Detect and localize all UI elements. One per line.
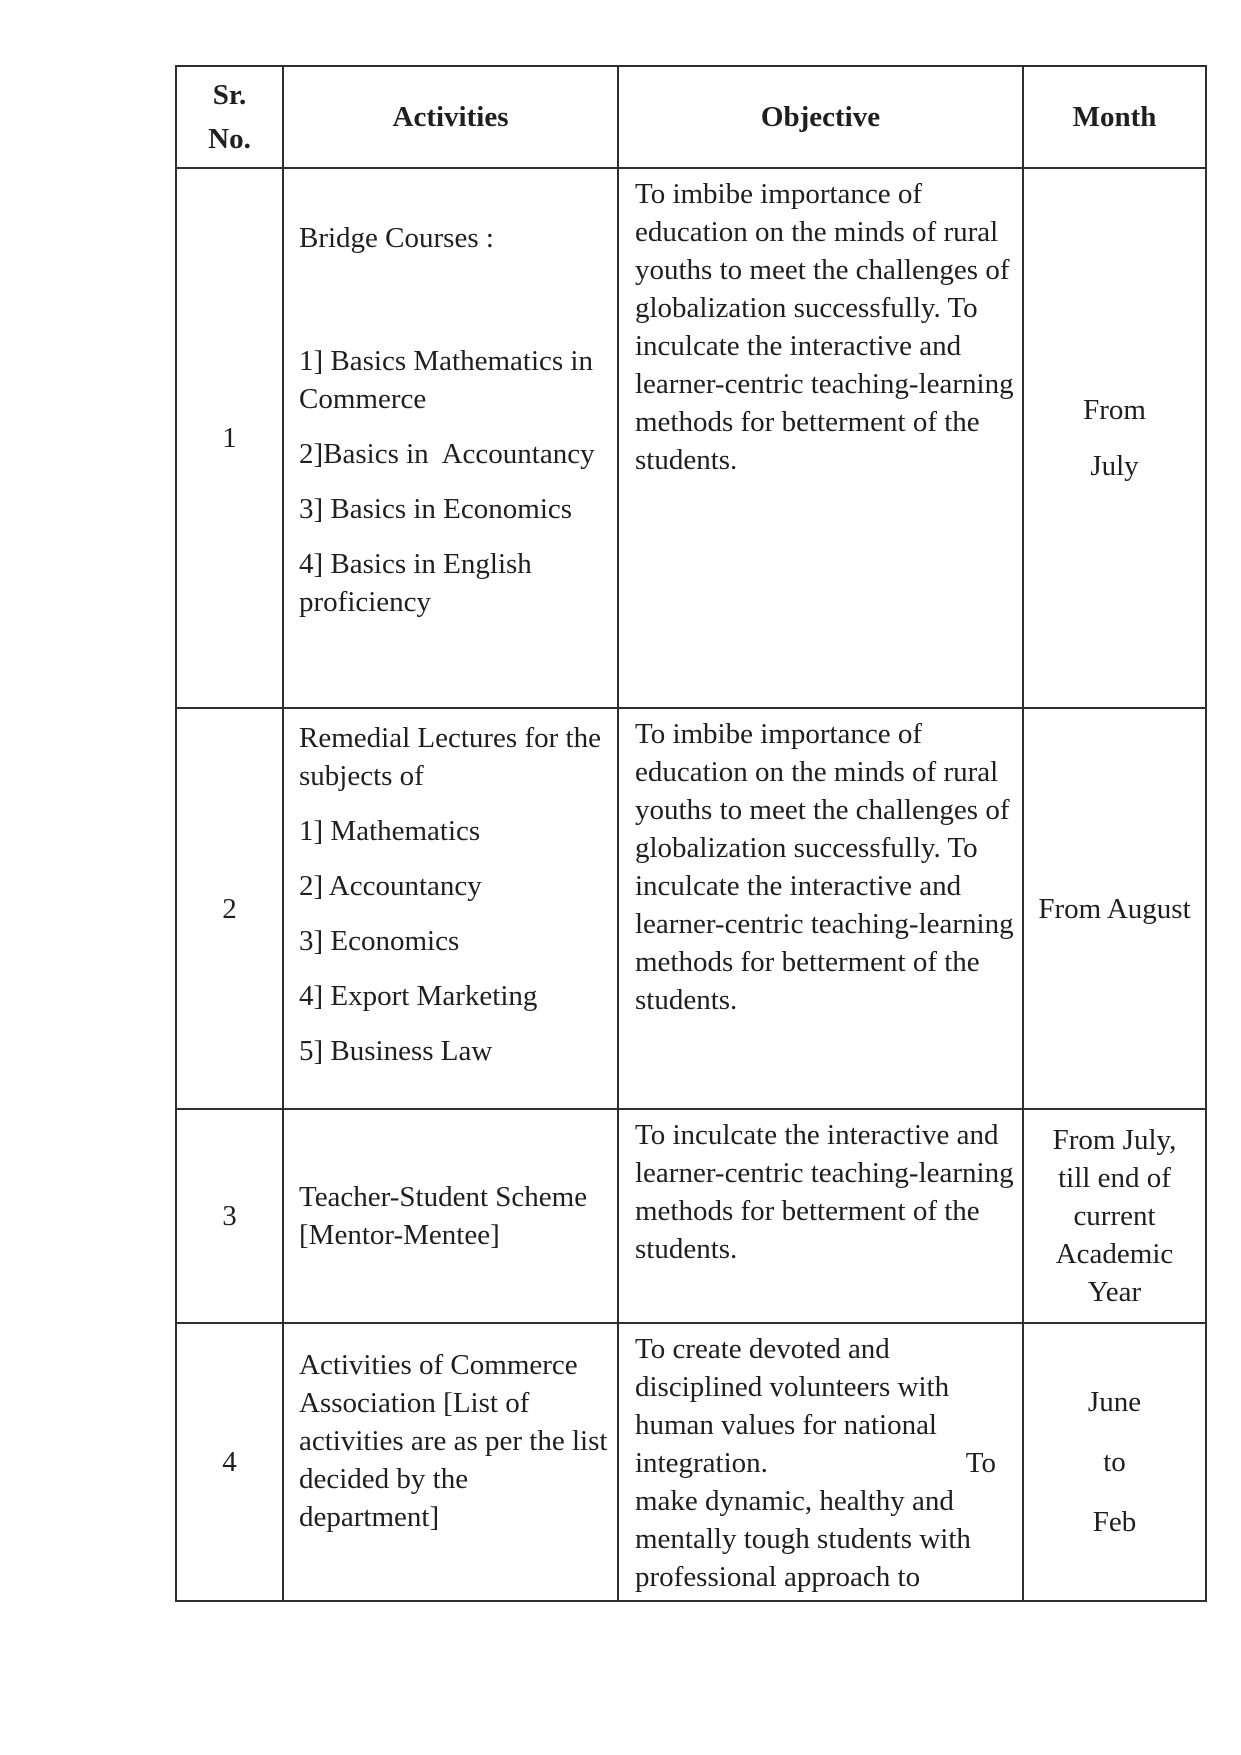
text-line: make dynamic, healthy and	[635, 1485, 954, 1517]
text-line: education on the minds of rural	[635, 756, 999, 788]
text-segment: To	[965, 1447, 996, 1479]
row-1-month-cell	[1023, 168, 1206, 708]
row-4-sr-no: 4	[176, 1323, 283, 1601]
row-4-activities-cell	[283, 1323, 618, 1601]
row-2-objective-cell	[618, 708, 1023, 1109]
text-line: 4] Export Marketing	[299, 980, 538, 1012]
row-4-objective-cell	[618, 1323, 1023, 1601]
header-cell-objective: Objective	[618, 66, 1023, 168]
text-line: students.	[635, 984, 738, 1016]
text-line: department]	[299, 1501, 440, 1533]
row-2-month-cell	[1023, 708, 1206, 1109]
text-line: students.	[635, 1233, 738, 1265]
text-line: human values for national	[635, 1409, 937, 1441]
text-line: To inculcate the interactive and	[635, 1119, 999, 1151]
text-line: youths to meet the challenges of	[635, 794, 1010, 826]
text-line: To imbibe importance of	[635, 718, 923, 750]
table-header-row	[176, 66, 1206, 168]
text-line: activities are as per the list	[299, 1425, 608, 1457]
row-4-month-cell	[1023, 1323, 1206, 1601]
text-line: 2] Accountancy	[299, 870, 482, 902]
header-cell-sr-no	[176, 66, 283, 168]
text-line	[635, 1444, 1010, 1482]
header-sr-line1: Sr.	[212, 79, 247, 111]
text-line: inculcate the interactive and	[635, 330, 962, 362]
text-line: Remedial Lectures for the	[299, 722, 601, 754]
text-line: subjects of	[299, 760, 424, 792]
text-line: current	[1073, 1200, 1156, 1232]
text-line: Association [List of	[299, 1387, 530, 1419]
text-line: From August	[1038, 892, 1191, 925]
text-line: methods for betterment of the	[635, 1195, 980, 1227]
header-cell-month: Month	[1023, 66, 1206, 168]
table-row	[176, 708, 1206, 1109]
text-line: 2]Basics in Accountancy	[299, 438, 595, 470]
text-line: July	[1090, 450, 1139, 482]
row-3-month-cell	[1023, 1109, 1206, 1323]
row-2-activities-cell	[283, 708, 618, 1109]
text-line: Bridge Courses :	[299, 222, 494, 254]
text-line: education on the minds of rural	[635, 216, 999, 248]
text-line: methods for betterment of the	[635, 406, 980, 438]
row-1-activities-cell	[283, 168, 618, 708]
text-line: mentally tough students with	[635, 1523, 971, 1555]
text-line: globalization successfully. To	[635, 832, 978, 864]
text-line: Academic	[1055, 1238, 1174, 1270]
text-line: From	[1083, 394, 1146, 426]
text-line: To create devoted and	[635, 1333, 890, 1365]
text-line: 3] Basics in Economics	[299, 493, 573, 525]
text-line: learner-centric teaching-learning	[635, 908, 1014, 940]
table-row	[176, 168, 1206, 708]
text-segment: integration.	[635, 1447, 768, 1479]
text-line: disciplined volunteers with	[635, 1371, 950, 1403]
row-2-sr-no: 2	[176, 708, 283, 1109]
activities-table	[175, 65, 1207, 1602]
text-line: decided by the	[299, 1463, 469, 1495]
text-line: 1] Mathematics	[299, 815, 481, 847]
text-line: professional approach to	[635, 1561, 921, 1593]
text-line: proficiency	[299, 586, 432, 618]
text-line: Year	[1087, 1276, 1142, 1308]
text-line: 1] Basics Mathematics in	[299, 345, 593, 377]
header-cell-activities: Activities	[283, 66, 618, 168]
text-line: Commerce	[299, 383, 427, 415]
text-line: 3] Economics	[299, 925, 460, 957]
row-3-activities-cell	[283, 1109, 618, 1323]
text-line: learner-centric teaching-learning	[635, 1157, 1014, 1189]
text-line: methods for betterment of the	[635, 946, 980, 978]
row-3-sr-no: 3	[176, 1109, 283, 1323]
text-line: learner-centric teaching-learning	[635, 368, 1014, 400]
text-line: to	[1103, 1446, 1126, 1478]
row-1-objective-cell	[618, 168, 1023, 708]
row-1-sr-no: 1	[176, 168, 283, 708]
text-line: Feb	[1092, 1506, 1137, 1538]
text-line: globalization successfully. To	[635, 292, 978, 324]
text-line: till end of	[1058, 1162, 1171, 1194]
text-line: 4] Basics in English	[299, 548, 532, 580]
table-row	[176, 1323, 1206, 1601]
row-3-objective-cell	[618, 1109, 1023, 1323]
table-row	[176, 1109, 1206, 1323]
text-line: To imbibe importance of	[635, 178, 923, 210]
text-line: 5] Business Law	[299, 1035, 493, 1067]
header-sr-line2: No.	[208, 123, 251, 155]
text-line: inculcate the interactive and	[635, 870, 962, 902]
text-line: Activities of Commerce	[299, 1349, 578, 1381]
text-line: Teacher-Student Scheme	[299, 1181, 588, 1213]
text-line: students.	[635, 444, 738, 476]
text-line: [Mentor-Mentee]	[299, 1219, 500, 1251]
text-line: From July,	[1052, 1124, 1177, 1156]
text-line: youths to meet the challenges of	[635, 254, 1010, 286]
text-line: June	[1087, 1386, 1142, 1418]
